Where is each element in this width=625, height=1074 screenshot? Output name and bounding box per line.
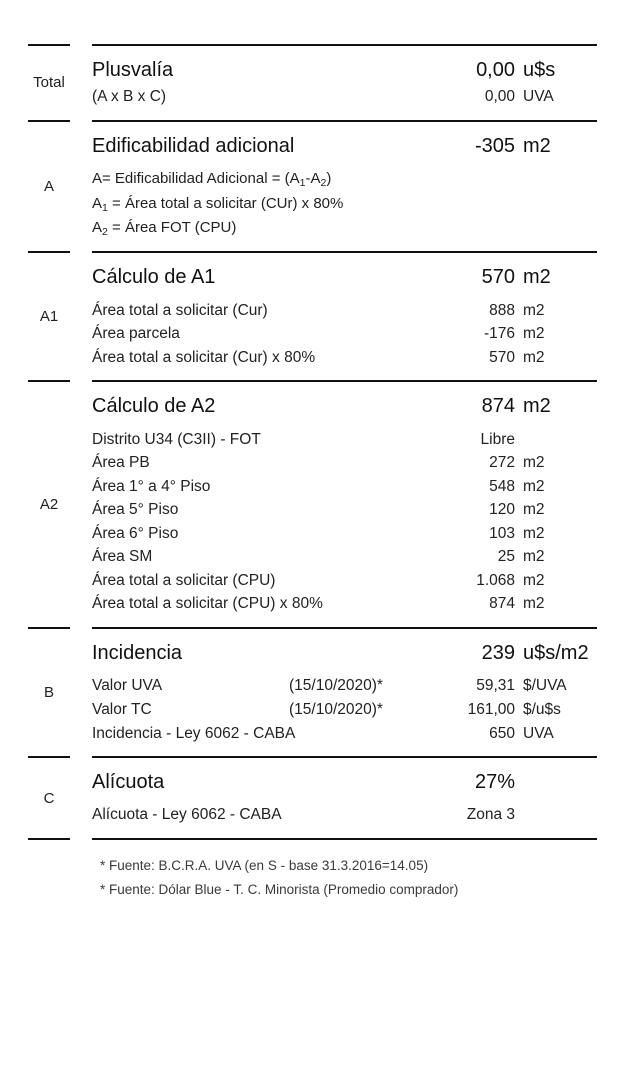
- row-unit: $/UVA: [523, 677, 567, 695]
- row-value: 1.068: [476, 571, 515, 589]
- row-unit: m2: [523, 524, 545, 542]
- section-c: [28, 758, 597, 838]
- section-body-a1: [92, 253, 597, 380]
- row-value: -176: [483, 325, 515, 343]
- row-unit: m2: [523, 477, 545, 495]
- row-value: 650: [489, 724, 515, 742]
- section-label-a1: [28, 253, 70, 380]
- row-value: 25: [497, 548, 515, 566]
- row-value: Zona 3: [466, 806, 515, 824]
- top-spacer: [28, 0, 597, 44]
- header-value: 570: [481, 266, 515, 289]
- row-name: (A x B x C): [92, 88, 167, 106]
- row-unit: m2: [523, 548, 545, 566]
- section-spacer: [70, 382, 92, 627]
- row-unit: m2: [523, 454, 545, 472]
- row-unit: m2: [523, 571, 545, 589]
- row-unit: m2: [523, 595, 545, 613]
- section-header-row: [92, 262, 597, 292]
- table-row: [92, 475, 597, 499]
- row-value: 570: [489, 348, 515, 366]
- rule-left: [28, 838, 70, 840]
- table-row: [92, 592, 597, 616]
- row-name: Valor TC: [92, 700, 152, 718]
- header-name: Edificabilidad adicional: [92, 134, 295, 157]
- section-body-c: [92, 758, 597, 838]
- section-body-a: [92, 122, 597, 251]
- row-name: Área 5° Piso: [92, 501, 179, 519]
- section-header-row: [92, 55, 597, 85]
- formula-line: [92, 216, 597, 240]
- header-name: Incidencia: [92, 642, 183, 665]
- footnote-dolar: * Fuente: Dólar Blue - T. C. Minorista (Promedio comprador): [100, 881, 459, 897]
- table-row: [92, 85, 597, 109]
- formula-sub1: 1: [299, 177, 306, 190]
- table-row: [92, 545, 597, 569]
- row-value: 0,00: [484, 88, 515, 106]
- row-unit: m2: [523, 348, 545, 366]
- rule-gap: [70, 838, 92, 840]
- header-unit: m2: [523, 266, 551, 289]
- formula-prefix: A: [92, 194, 103, 212]
- row-value: 59,31: [476, 677, 515, 695]
- row-name: Área total a solicitar (CPU) x 80%: [92, 595, 323, 613]
- table-row: [92, 722, 597, 746]
- row-name: Área total a solicitar (Cur): [92, 301, 268, 319]
- formula-sub1: 2: [102, 225, 108, 238]
- row-name: Valor UVA: [92, 677, 163, 695]
- table-row: [92, 698, 597, 722]
- section-label-b: [28, 629, 70, 756]
- section-label-a2: [28, 382, 70, 627]
- row-unit: $/u$s: [523, 700, 561, 718]
- section-total: [28, 46, 597, 120]
- row-value: 103: [489, 524, 515, 542]
- section-label-text: A: [43, 178, 54, 196]
- row-value: 548: [489, 477, 515, 495]
- formula-prefix: A: [92, 218, 103, 236]
- section-label-text: B: [43, 684, 54, 702]
- formula-mid: = Área FOT (CPU): [107, 218, 237, 236]
- row-value: 272: [489, 454, 515, 472]
- section-label-total: [28, 46, 70, 120]
- row-date: (15/10/2020)*: [289, 677, 383, 695]
- header-value: -305: [474, 134, 515, 157]
- section-spacer: [70, 253, 92, 380]
- row-name: Área total a solicitar (CPU): [92, 571, 276, 589]
- section-rule-bottom: [28, 838, 597, 840]
- formula-sub2: 2: [320, 177, 327, 190]
- row-value: 874: [489, 595, 515, 613]
- header-name: Cálculo de A1: [92, 266, 216, 289]
- row-value: 120: [489, 501, 515, 519]
- row-name: Área SM: [92, 548, 153, 566]
- section-header-row: [92, 131, 597, 161]
- table-row: [92, 803, 597, 827]
- row-value: Libre: [480, 430, 515, 448]
- header-value: 0,00: [476, 59, 515, 81]
- row-unit: m2: [523, 301, 545, 319]
- section-spacer: [70, 758, 92, 838]
- section-label-text: A1: [39, 308, 59, 326]
- section-a1: [28, 253, 597, 380]
- section-label-c: [28, 758, 70, 838]
- table-row: [92, 346, 597, 370]
- footnote-uva: * Fuente: B.C.R.A. UVA (en S - base 31.3.2016=14.05): [100, 857, 429, 873]
- section-label-text: A2: [39, 496, 59, 514]
- section-b: [28, 629, 597, 756]
- rule-right: [92, 838, 597, 840]
- formula-line: [92, 192, 597, 216]
- header-value: 874: [481, 395, 515, 418]
- row-unit: UVA: [523, 88, 554, 106]
- row-date: (15/10/2020)*: [289, 700, 383, 718]
- section-body-b: [92, 629, 597, 756]
- row-name: Incidencia - Ley 6062 - CABA: [92, 724, 296, 742]
- section-spacer: [70, 122, 92, 251]
- table-row: [92, 569, 597, 593]
- section-spacer: [70, 46, 92, 120]
- row-unit: m2: [523, 325, 545, 343]
- table-row: [92, 674, 597, 698]
- row-value: 161,00: [467, 700, 515, 718]
- row-name: Área PB: [92, 454, 150, 472]
- header-name: Plusvalía: [92, 59, 174, 81]
- header-value: 27%: [474, 771, 515, 794]
- header-unit: u$s: [523, 59, 556, 81]
- row-name: Área parcela: [92, 325, 180, 343]
- formula-mid: = Área total a solicitar (CUr) x 80%: [107, 194, 344, 212]
- table-row: [92, 322, 597, 346]
- table-row: [92, 498, 597, 522]
- formula-suffix: ): [326, 170, 332, 188]
- header-unit: m2: [523, 395, 551, 418]
- table-row: [92, 451, 597, 475]
- section-label-a: [28, 122, 70, 251]
- row-name: Alícuota - Ley 6062 - CABA: [92, 806, 282, 824]
- section-a: [28, 122, 597, 251]
- header-unit: u$s/m2: [523, 642, 589, 665]
- section-body-total: [92, 46, 597, 120]
- section-header-row: [92, 391, 597, 421]
- table-row: [92, 428, 597, 452]
- row-name: Área total a solicitar (Cur) x 80%: [92, 348, 316, 366]
- section-label-text: C: [43, 789, 55, 807]
- section-body-a2: [92, 382, 597, 627]
- header-unit: m2: [523, 134, 551, 157]
- formula-line: [92, 167, 597, 191]
- header-name: Alícuota: [92, 771, 165, 794]
- table-row: [92, 299, 597, 323]
- formula-prefix: A= Edificabilidad Adicional = (A: [92, 170, 300, 188]
- header-value: 239: [481, 642, 515, 665]
- section-header-row: [92, 638, 597, 668]
- section-header-row: [92, 767, 597, 797]
- table-row: [92, 522, 597, 546]
- row-unit: m2: [523, 501, 545, 519]
- section-label-text: Total: [33, 74, 65, 92]
- formula-sub1: 1: [102, 201, 108, 214]
- row-name: Área 1° a 4° Piso: [92, 477, 211, 495]
- row-name: Distrito U34 (C3II) - FOT: [92, 430, 261, 448]
- section-spacer: [70, 629, 92, 756]
- header-name: Cálculo de A2: [92, 395, 216, 418]
- section-a2: [28, 382, 597, 627]
- formula-mid: -A: [305, 170, 321, 188]
- row-name: Área 6° Piso: [92, 524, 179, 542]
- row-unit: UVA: [523, 724, 554, 742]
- footnotes: [28, 840, 597, 901]
- row-value: 888: [489, 301, 515, 319]
